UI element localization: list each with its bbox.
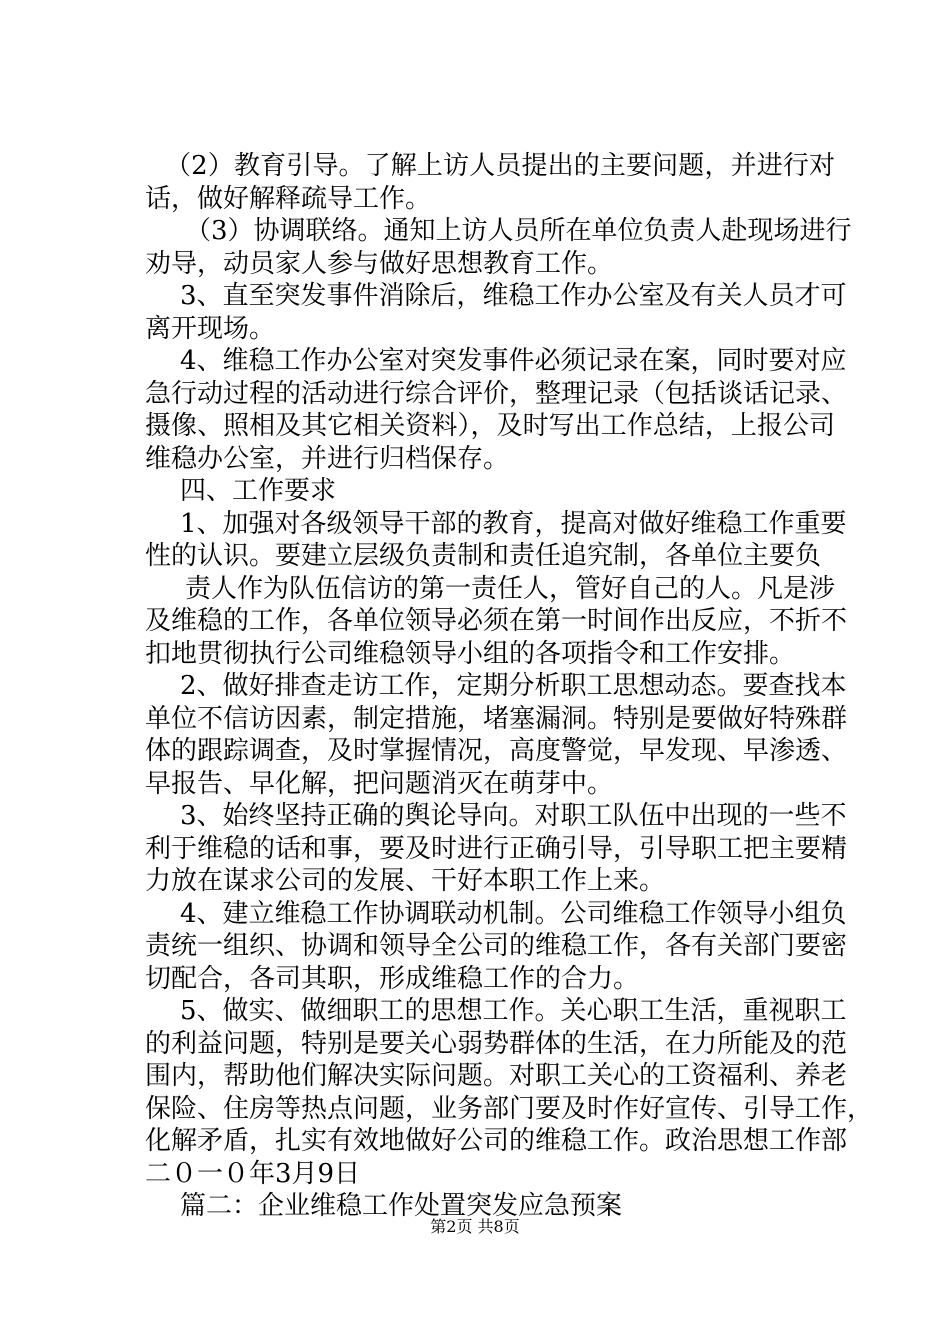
text-line: 及维稳的工作，各单位领导必须在第一时间作出反应，不折不: [145, 606, 848, 636]
text-line: 4、建立维稳工作协调联动机制。公司维稳工作领导小组负: [180, 898, 847, 929]
text-line: 二０一０年3月9日: [145, 1158, 361, 1189]
text-line: 责人作为队伍信访的第一责任人，管好自己的人。凡是涉: [185, 573, 836, 604]
text-line: 3、始终坚持正确的舆论导向。对职工队伍中出现的一些不: [180, 801, 847, 831]
text-line: 维稳办公室，并进行归档保存。: [145, 443, 510, 474]
text-line: 早报告、早化解，把问题消灭在萌芽中。: [145, 768, 614, 799]
text-line: 四、工作要求: [180, 476, 337, 506]
text-line: 1、加强对各级领导干部的教育，提高对做好维稳工作重要: [180, 508, 847, 539]
text-line: 单位不信访因素，制定措施，堵塞漏洞。特别是要做好特殊群: [145, 703, 848, 734]
text-line: 切配合，各司其职，形成维稳工作的合力。: [145, 963, 640, 994]
text-line: 保险、住房等热点问题，业务部门要及时作好宣传、引导工作，: [145, 1093, 874, 1124]
text-line: 3、直至突发事件消除后，维稳工作办公室及有关人员才可: [180, 281, 847, 311]
text-line: 力放在谋求公司的发展、干好本职工作上来。: [145, 866, 666, 896]
text-line: 话，做好解释疏导工作。: [145, 183, 432, 214]
text-line: 劝导，动员家人参与做好思想教育工作。: [145, 248, 614, 279]
text-line: 5、做实、做细职工的思想工作。关心职工生活，重视职工: [180, 996, 847, 1026]
text-line: 扣地贯彻执行公司维稳领导小组的各项指令和工作安排。: [145, 638, 796, 669]
text-line: （2）教育引导。了解上访人员提出的主要问题，并进行对: [165, 151, 835, 181]
text-line: 责统一组织、协调和领导全公司的维稳工作，各有关部门要密: [145, 931, 848, 961]
text-line: 急行动过程的活动进行综合评价，整理记录（包括谈话记录、: [145, 378, 848, 409]
text-line: 2、做好排查走访工作，定期分析职工思想动态。要查找本: [180, 671, 847, 701]
text-line: 体的跟踪调查，及时掌握情况，高度警觉，早发现、早渗透、: [145, 736, 848, 766]
page-footer: 第2页 共8页: [430, 1217, 520, 1236]
text-line: 篇二：企业维稳工作处置突发应急预案: [180, 1191, 623, 1221]
text-line: （3）协调联络。通知上访人员所在单位负责人赴现场进行: [185, 216, 852, 246]
text-line: 离开现场。: [145, 313, 276, 344]
text-line: 化解矛盾，扎实有效地做好公司的维稳工作。政治思想工作部: [145, 1126, 848, 1156]
text-line: 性的认识。要建立层级负责制和责任追究制，各单位主要负: [145, 541, 822, 571]
text-line: 4、维稳工作办公室对突发事件必须记录在案，同时要对应: [180, 346, 847, 376]
text-line: 摄像、照相及其它相关资料），及时写出工作总结，上报公司: [145, 411, 835, 441]
text-line: 利于维稳的话和事，要及时进行正确引导，引导职工把主要精: [145, 833, 848, 864]
text-line: 的利益问题，特别是要关心弱势群体的生活，在力所能及的范: [145, 1028, 848, 1059]
text-line: 围内，帮助他们解决实际问题。对职工关心的工资福利、养老: [145, 1061, 848, 1091]
document-body: [145, 150, 874, 1223]
